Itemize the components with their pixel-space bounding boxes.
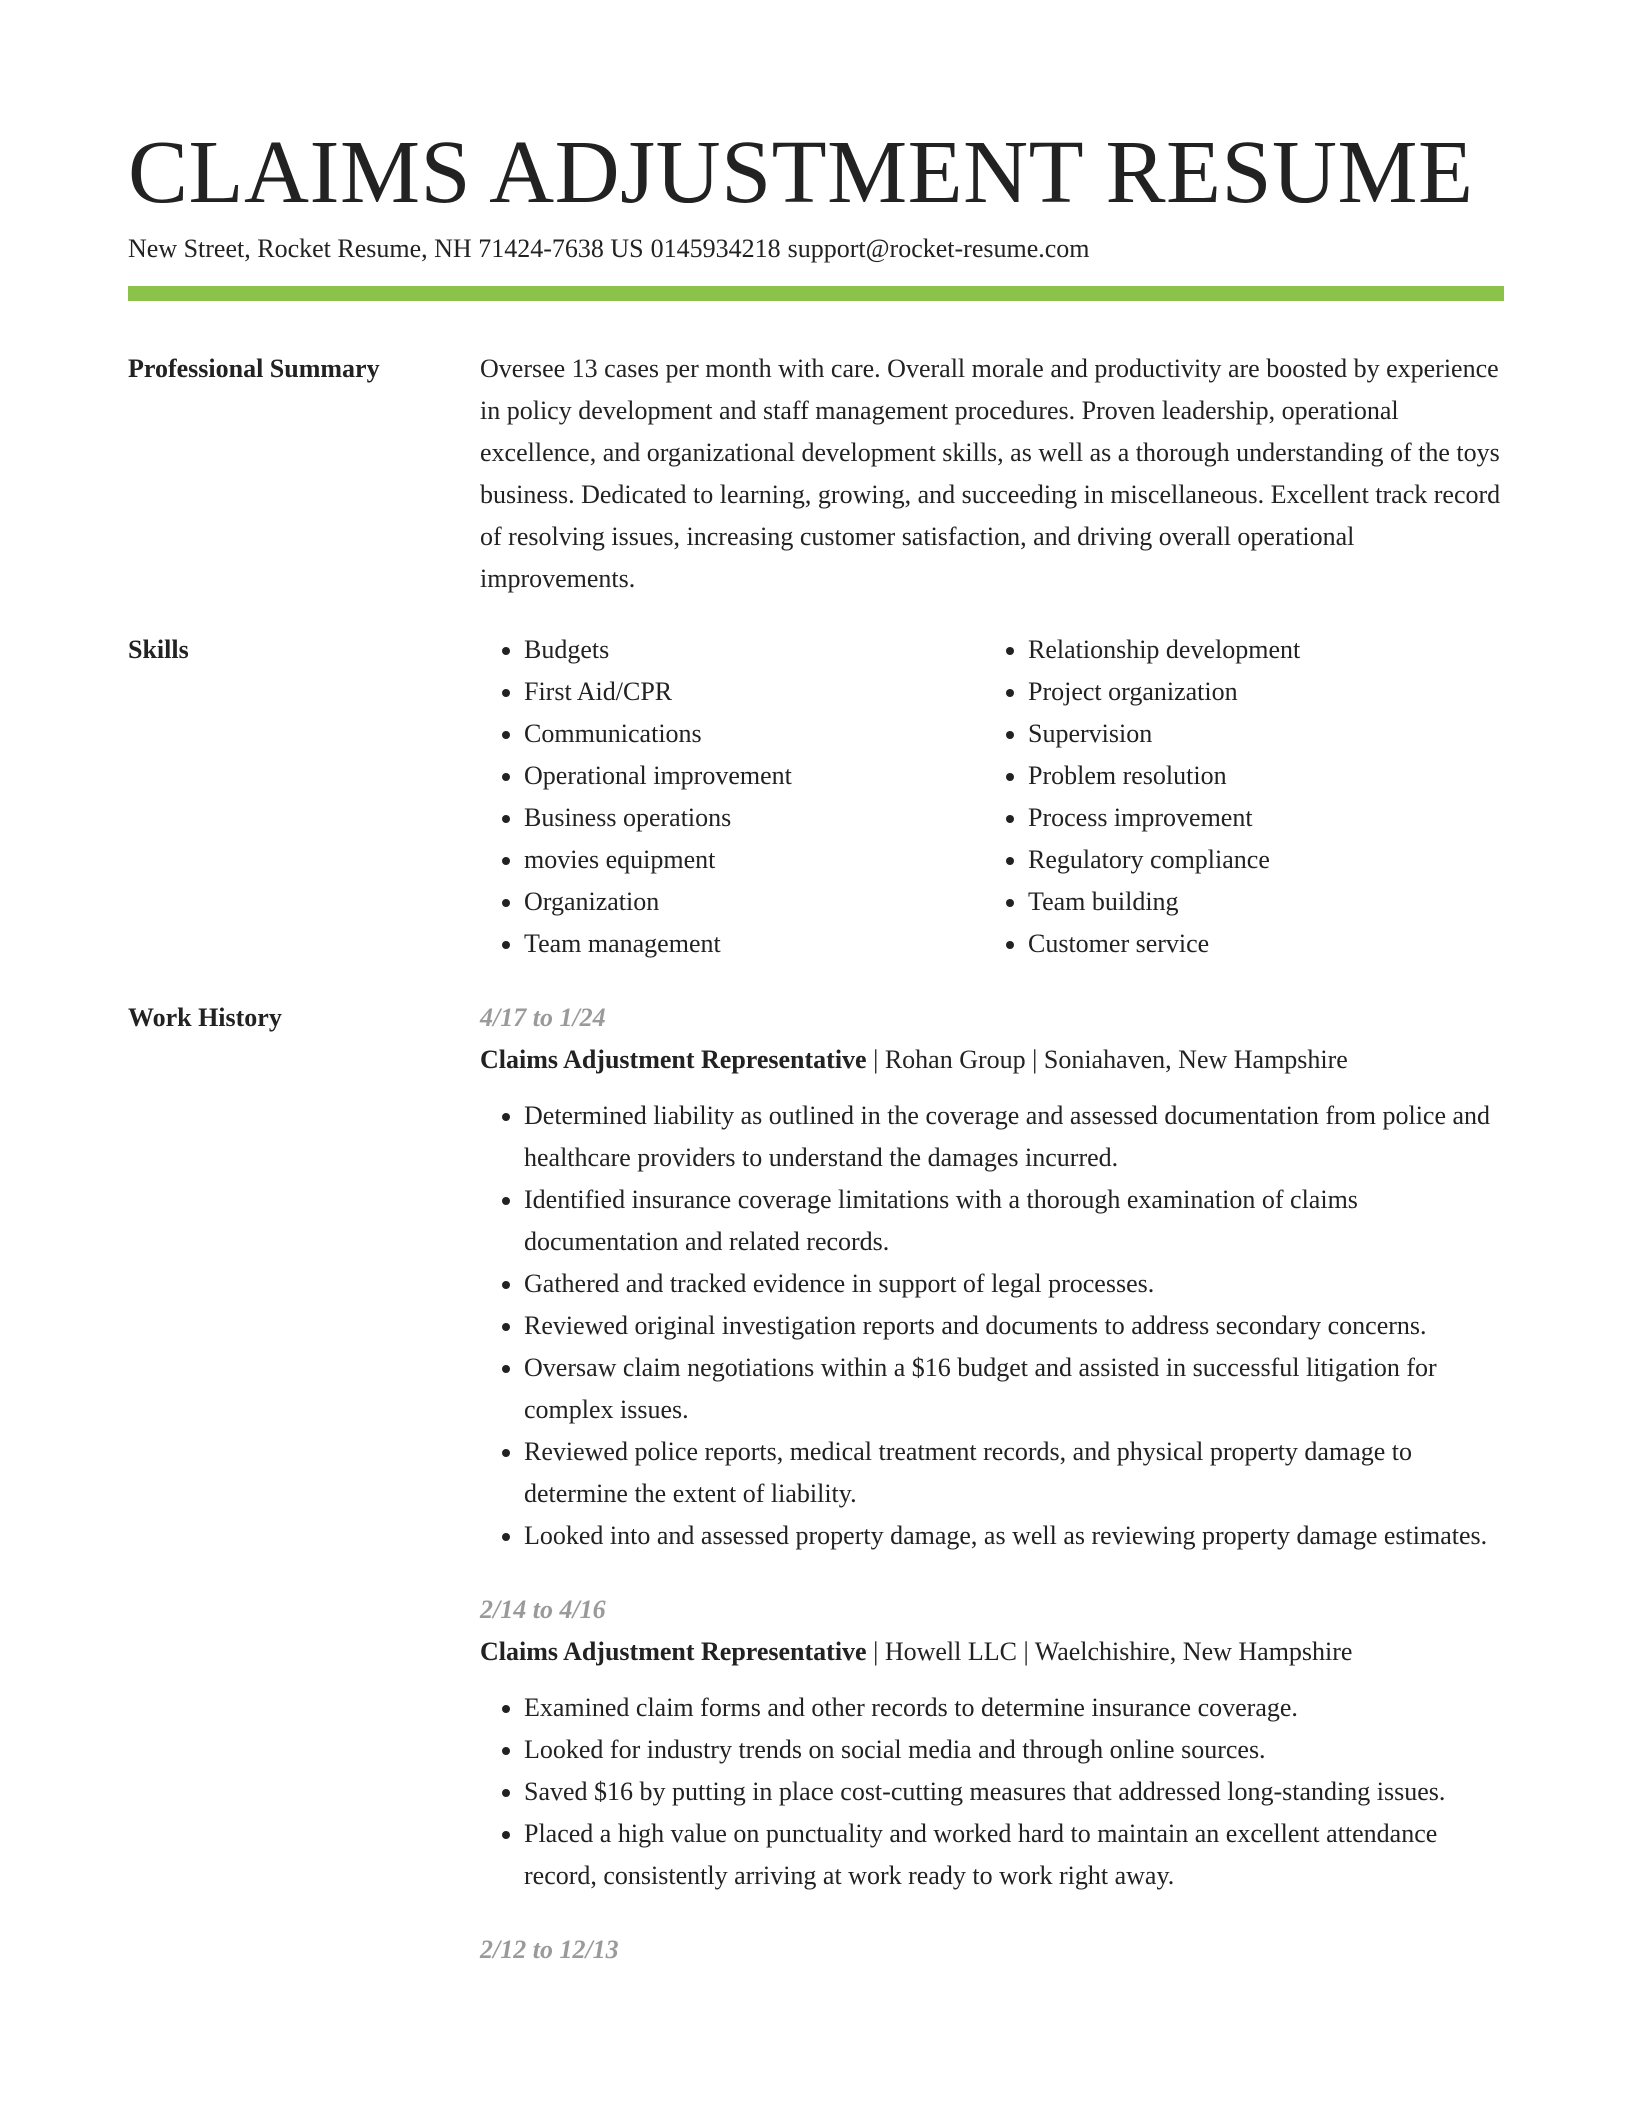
job-bullet: • Oversaw claim negotiations within a $16 budget and assisted in successful litigation for complex issues.: [524, 1347, 1504, 1431]
job-bullet: • Reviewed police reports, medical treatment records, and physical property damage to determine the extent of liability.: [524, 1431, 1504, 1515]
job-entry: [480, 1589, 1504, 1897]
skills-list-left: [480, 629, 984, 965]
job-entry: [480, 997, 1504, 1557]
skill-item: • Customer service: [1028, 923, 1488, 965]
skill-item: • First Aid/CPR: [524, 671, 984, 713]
skill-item: • Organization: [524, 881, 984, 923]
skills-title: Skills: [128, 635, 189, 664]
skill-item: • Team management: [524, 923, 984, 965]
job-bullet: • Gathered and tracked evidence in support of legal processes.: [524, 1263, 1504, 1305]
skills-columns: [480, 629, 1504, 965]
contact-address: New Street, Rocket Resume, NH 71424-7638 US: [128, 234, 644, 263]
job-dates: 2/14 to 4/16: [480, 1595, 606, 1624]
job-company: Rohan Group: [884, 1045, 1026, 1074]
skill-item: • Problem resolution: [1028, 755, 1488, 797]
job-dates: 4/17 to 1/24: [480, 1003, 606, 1032]
skill-item: • Business operations: [524, 797, 984, 839]
contact-phone: 0145934218: [650, 234, 781, 263]
job-bullet: • Looked into and assessed property damage, as well as reviewing property damage estimates.: [524, 1515, 1504, 1557]
work-body: [480, 997, 1504, 1971]
job-header: Claims Adjustment Representative | Howell LLC | Waelchishire, New Hampshire: [480, 1637, 1353, 1666]
skill-item: • Relationship development: [1028, 629, 1488, 671]
job-bullet: • Examined claim forms and other records to determine insurance coverage.: [524, 1687, 1504, 1729]
skill-item: • movies equipment: [524, 839, 984, 881]
job-entry: [480, 1929, 1504, 1971]
job-bullet: • Reviewed original investigation reports and documents to address secondary concerns.: [524, 1305, 1504, 1347]
skill-item: • Process improvement: [1028, 797, 1488, 839]
header-divider: [128, 286, 1504, 301]
summary-text: Oversee 13 cases per month with care. Overall morale and productivity are boosted by experience in policy development and staff management procedures. Proven leadership, operational excellence, and organizational development skills, as well as a thorough understanding of the toys business. Dedicated to learning, growing, and succeeding in miscellaneous. Excellent track record of resolving issues, increasing customer satisfaction, and driving overall operational improvements.: [480, 354, 1501, 593]
contact-line: [128, 230, 1090, 268]
job-header: Claims Adjustment Representative | Rohan Group | Soniahaven, New Hampshire: [480, 1045, 1348, 1074]
job-dates: 2/12 to 12/13: [480, 1935, 619, 1964]
job-role: Claims Adjustment Representative: [480, 1637, 867, 1666]
contact-email: support@rocket-resume.com: [787, 234, 1090, 263]
job-location: Soniahaven, New Hampshire: [1043, 1045, 1348, 1074]
job-bullet: • Saved $16 by putting in place cost-cutting measures that addressed long-standing issues.: [524, 1771, 1504, 1813]
work-title: Work History: [128, 1003, 282, 1032]
summary-title: Professional Summary: [128, 354, 380, 383]
job-role: Claims Adjustment Representative: [480, 1045, 867, 1074]
job-bullet: • Placed a high value on punctuality and worked hard to maintain an excellent attendance record, consistently arriving at work ready to work right away.: [524, 1813, 1504, 1897]
job-bullets: [480, 1095, 1504, 1557]
job-bullets: [480, 1687, 1504, 1897]
summary-body: [480, 348, 1504, 600]
skill-item: • Budgets: [524, 629, 984, 671]
job-bullet: • Determined liability as outlined in the coverage and assessed documentation from police and healthcare providers to understand the damages incurred.: [524, 1095, 1504, 1179]
skill-item: • Operational improvement: [524, 755, 984, 797]
job-bullet: • Identified insurance coverage limitations with a thorough examination of claims documentation and related records.: [524, 1179, 1504, 1263]
skills-body: [480, 629, 1504, 965]
skills-list-right: [984, 629, 1488, 965]
job-location: Waelchishire, New Hampshire: [1034, 1637, 1353, 1666]
resume-name: CLAIMS ADJUSTMENT RESUME: [128, 123, 1474, 222]
skill-item: • Regulatory compliance: [1028, 839, 1488, 881]
skill-item: • Team building: [1028, 881, 1488, 923]
skill-item: • Project organization: [1028, 671, 1488, 713]
skill-item: • Communications: [524, 713, 984, 755]
skill-item: • Supervision: [1028, 713, 1488, 755]
job-company: Howell LLC: [884, 1637, 1017, 1666]
job-bullet: • Looked for industry trends on social media and through online sources.: [524, 1729, 1504, 1771]
